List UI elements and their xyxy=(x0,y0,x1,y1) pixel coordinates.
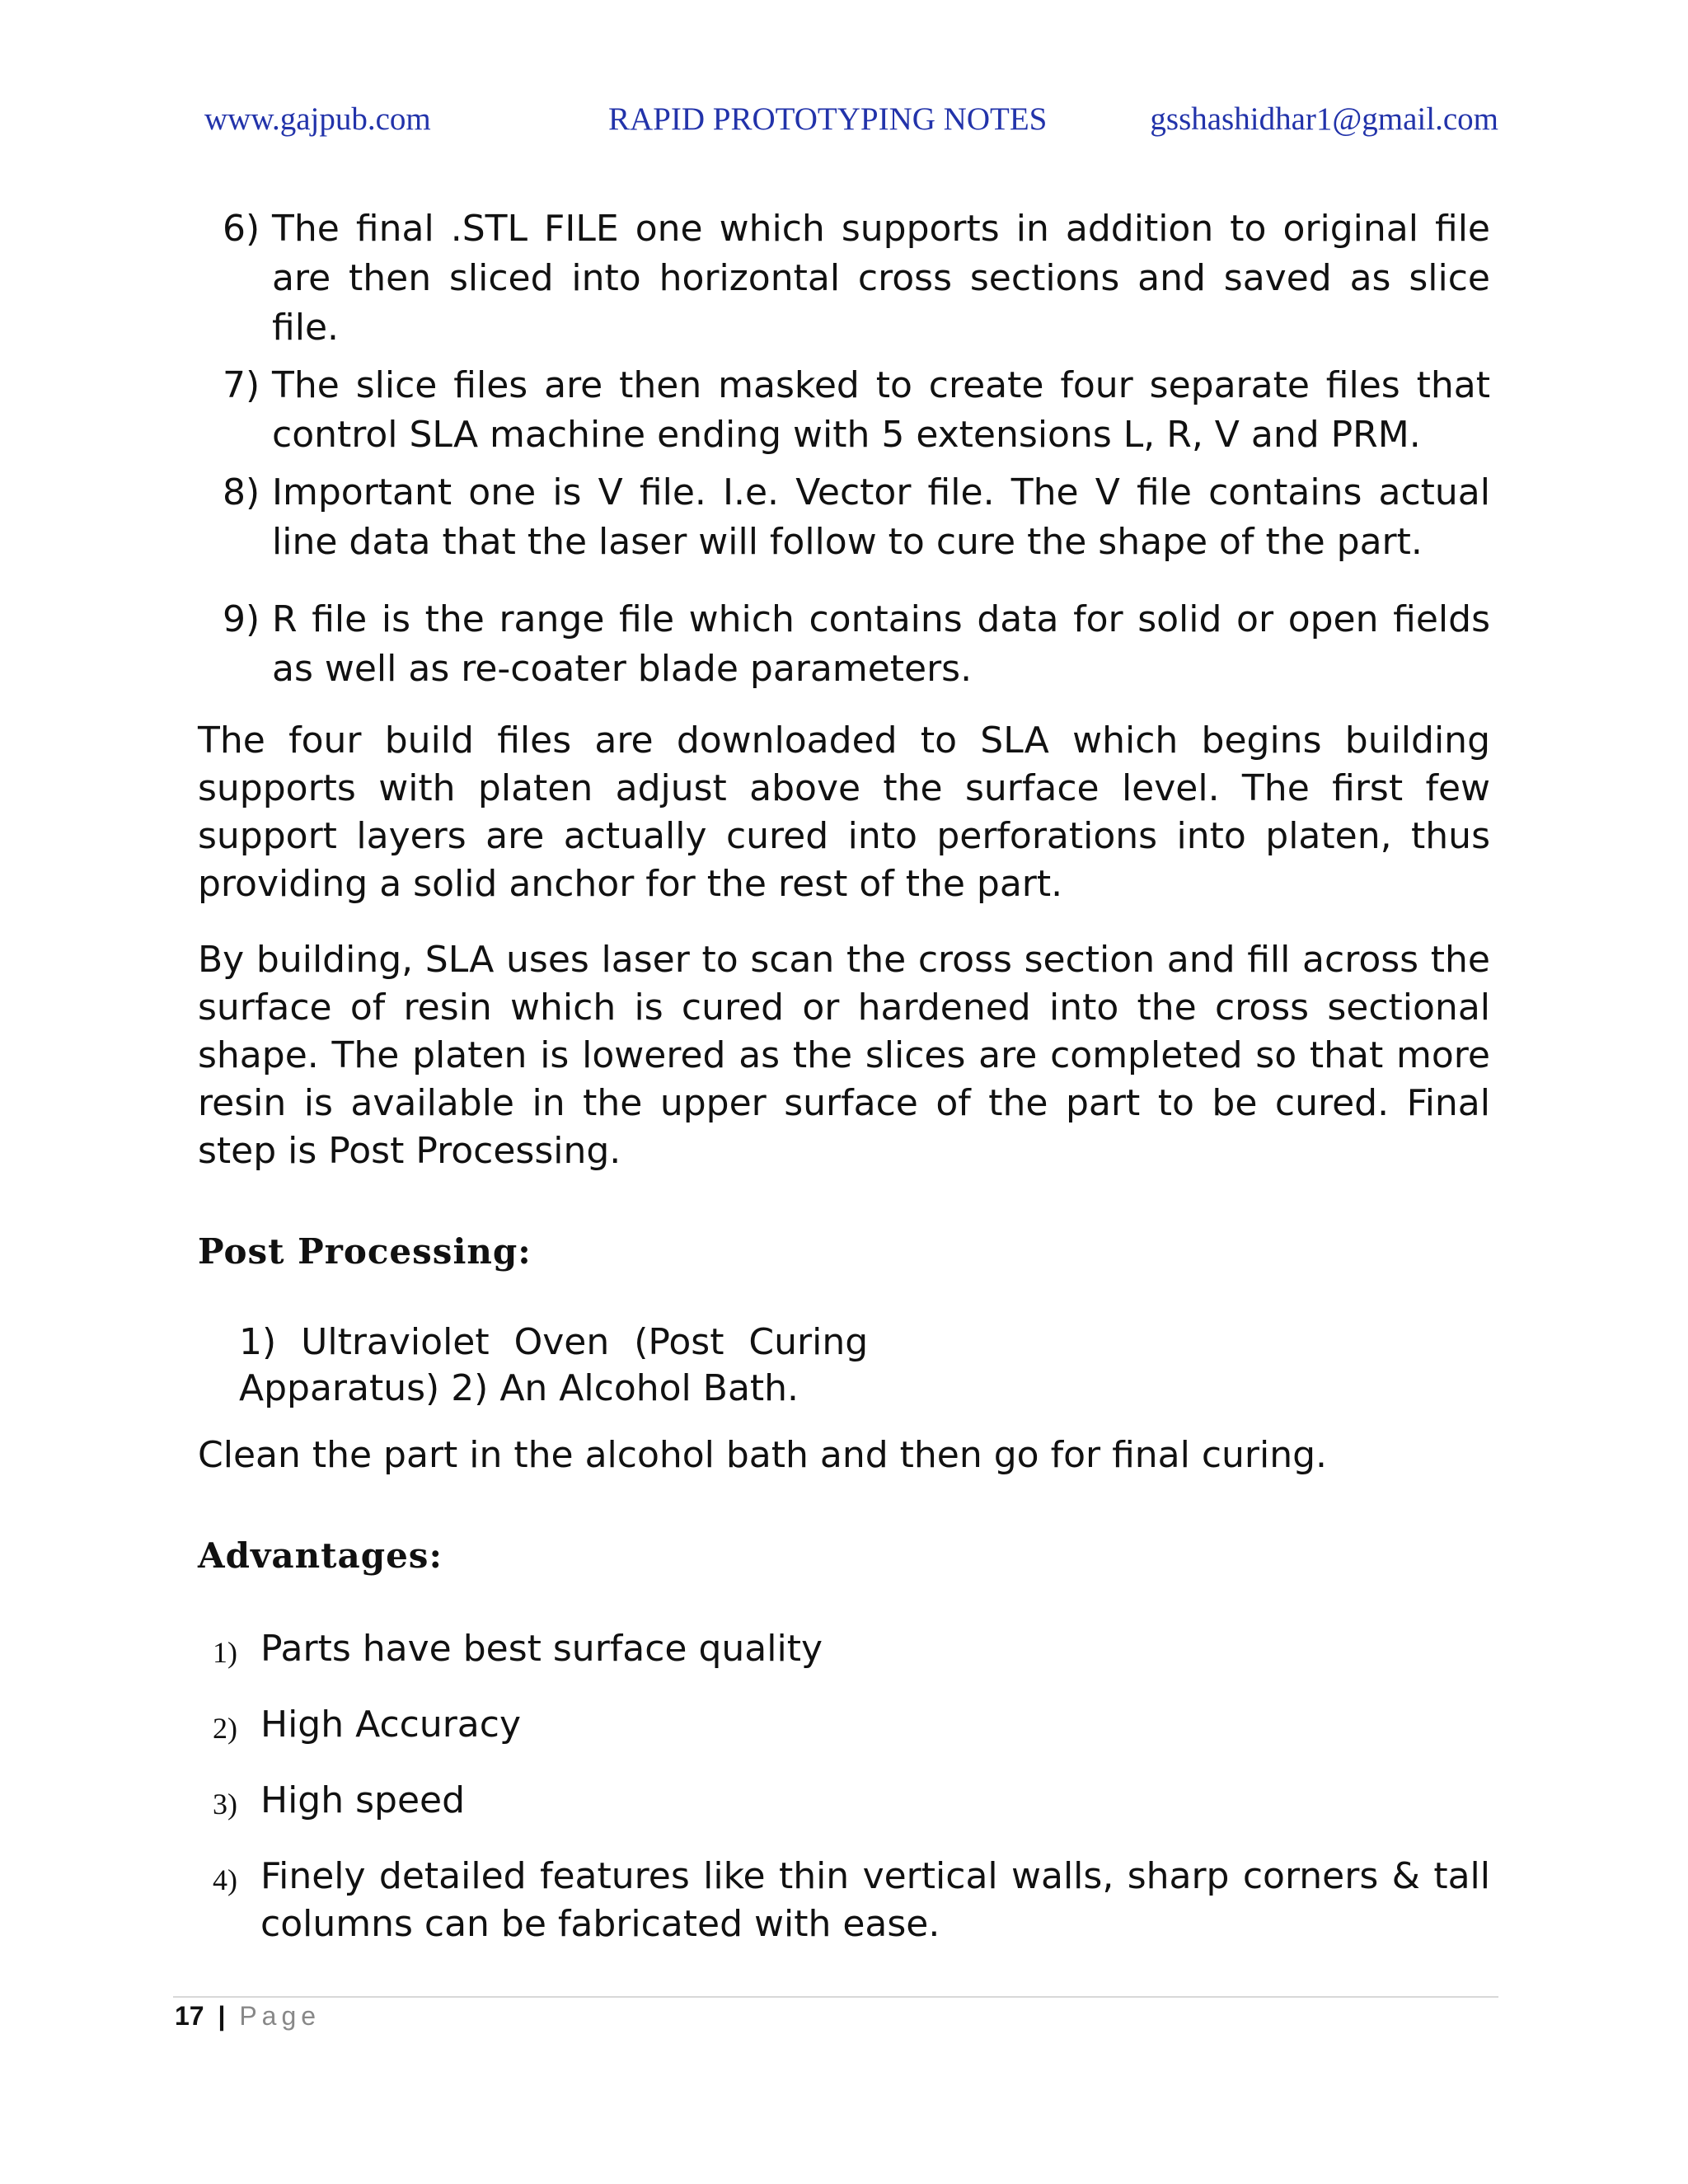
post-processing-line: Apparatus) 2) An Alcohol Bath. xyxy=(239,1367,799,1409)
sla-steps-list xyxy=(198,204,1490,694)
list-item xyxy=(198,468,1490,567)
page-content xyxy=(198,204,1490,1976)
page-number: 17 xyxy=(175,2001,204,2031)
body-paragraph: By building, SLA uses laser to scan the cross section and fill across the surface of resin which is cured or hardened into the cross sectional shape. The platen is lowered as the slices are completed so that more resin is available in the upper surface of the part to be cured. Final step is Post Processing. xyxy=(198,939,1490,1172)
list-item-number: 6) xyxy=(223,208,260,250)
header-title: RAPID PROTOTYPING NOTES xyxy=(608,101,1048,137)
header-website: www.gajpub.com xyxy=(204,101,431,137)
list-item xyxy=(198,1777,1490,1825)
list-item xyxy=(198,204,1490,353)
header-email: gsshashidhar1@gmail.com xyxy=(1150,101,1498,137)
list-item-text: Finely detailed features like thin vertical walls, sharp corners & tall columns can be fabricated with ease. xyxy=(260,1855,1490,1945)
footer-divider xyxy=(173,1996,1498,1998)
post-processing-line: 1) Ultraviolet Oven (Post Curing xyxy=(239,1321,869,1363)
list-item xyxy=(198,1853,1490,1948)
body-paragraph: The four build files are downloaded to SLA which begins building supports with platen adjust above the surface level. The first few support layers are actually cured into perforations into platen, thus providing a solid anchor for the rest of the part. xyxy=(198,719,1490,905)
cleaning-instruction: Clean the part in the alcohol bath and then go for final curing. xyxy=(198,1434,1328,1476)
advantages-list xyxy=(198,1625,1490,1948)
footer-separator: | xyxy=(218,2001,226,2031)
list-item-number: 1) xyxy=(213,1636,237,1669)
list-item-number: 9) xyxy=(223,598,260,640)
list-item-text: Parts have best surface quality xyxy=(260,1628,823,1670)
list-item xyxy=(198,1701,1490,1749)
page-label: Page xyxy=(239,2001,321,2031)
list-item-text: High Accuracy xyxy=(260,1704,521,1746)
post-processing-items xyxy=(239,1319,1490,1412)
post-processing-heading: Post Processing: xyxy=(198,1231,532,1272)
list-item-number: 2) xyxy=(213,1712,237,1745)
list-item-text: Important one is V file. I.e. Vector file. The V file contains actual line data that the laser will follow to cure the shape of the part. xyxy=(272,471,1490,563)
list-item-number: 8) xyxy=(223,471,260,513)
list-item-text: The slice files are then masked to create four separate files that control SLA machine ending with 5 extensions L, R, V and PRM. xyxy=(272,364,1490,456)
list-item-text: High speed xyxy=(260,1779,466,1821)
list-item-number: 7) xyxy=(223,364,260,406)
page-footer xyxy=(175,2001,321,2032)
advantages-heading: Advantages: xyxy=(198,1535,443,1576)
list-item-number: 3) xyxy=(213,1788,237,1821)
list-item-number: 4) xyxy=(213,1863,237,1896)
list-item xyxy=(198,1625,1490,1673)
page-header xyxy=(204,101,1498,147)
list-item-text: The final .STL FILE one which supports in addition to original file are then sliced into horizontal cross sections and saved as slice file. xyxy=(272,208,1490,349)
list-item-text: R file is the range file which contains data for solid or open fields as well as re-coater blade parameters. xyxy=(272,598,1490,690)
list-item xyxy=(198,595,1490,694)
list-item xyxy=(198,361,1490,460)
